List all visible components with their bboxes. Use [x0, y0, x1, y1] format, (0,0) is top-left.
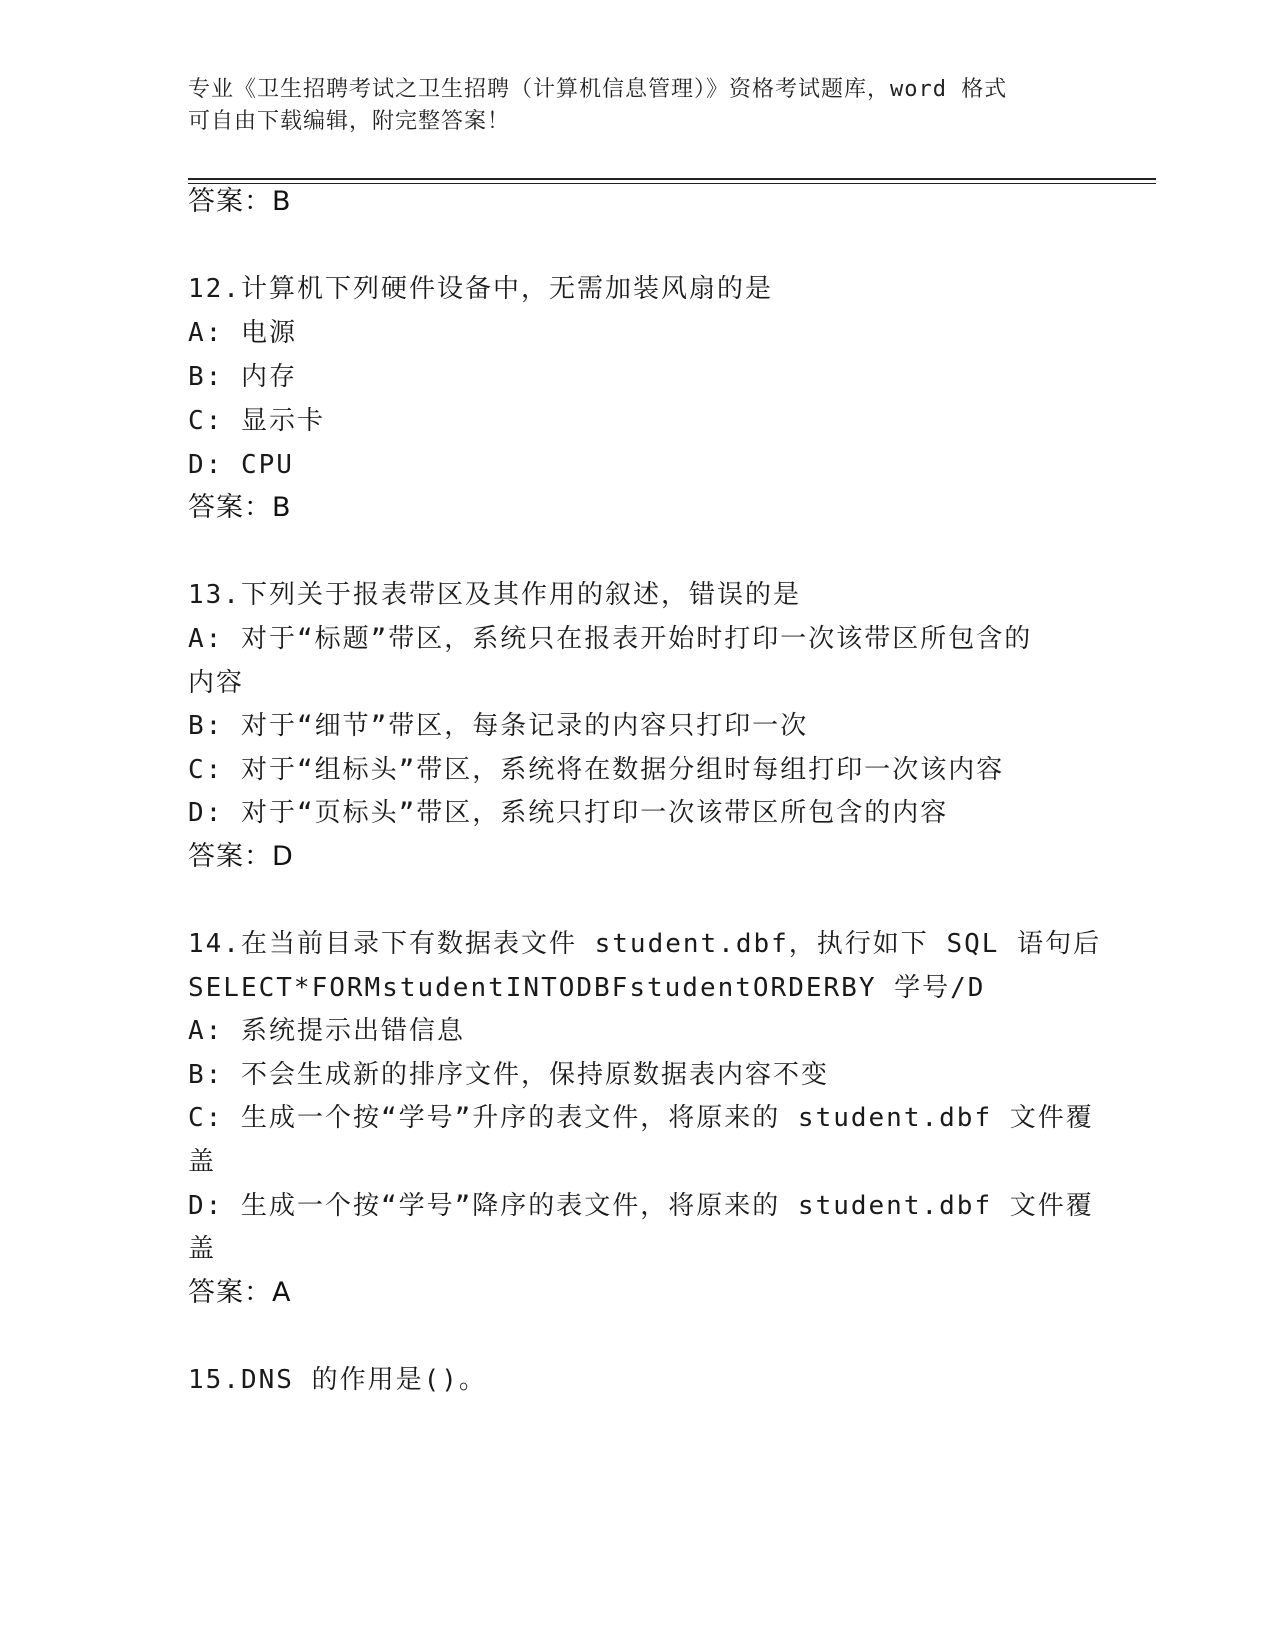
q13-option-d: D: 对于“页标头”带区，系统只打印一次该带区所包含的内容 [188, 798, 949, 828]
q15-question: 15.DNS 的作用是()。 [188, 1365, 487, 1395]
q12-option-b: B: 内存 [188, 362, 297, 392]
q13-option-a-line-2: 内容 [188, 668, 245, 698]
q13-option-c: C: 对于“组标头”带区，系统将在数据分组时每组打印一次该内容 [188, 755, 1005, 785]
q14-option-a: A: 系统提示出错信息 [188, 1016, 465, 1046]
q12-option-c: C: 显示卡 [188, 406, 325, 436]
q14-question-line-1: 14.在当前目录下有数据表文件 student.dbf，执行如下 SQL 语句后 [188, 929, 1102, 959]
header-divider-thin [188, 183, 1156, 184]
page-header [188, 74, 1088, 138]
q12-option-d: D: CPU [188, 450, 294, 480]
q13-option-a-line-1: A: 对于“标题”带区，系统只在报表开始时打印一次该带区所包含的 [188, 624, 1033, 654]
q14-option-c-line-2: 盖 [188, 1147, 217, 1177]
q14-option-d-line-1: D: 生成一个按“学号”降序的表文件，将原来的 student.dbf 文件覆 [188, 1191, 1094, 1221]
header-line-1: 专业《卫生招聘考试之卫生招聘（计算机信息管理）》资格考试题库，word 格式 [188, 77, 1008, 102]
q14-option-c-line-1: C: 生成一个按“学号”升序的表文件，将原来的 student.dbf 文件覆 [188, 1103, 1094, 1133]
header-divider-thick [188, 178, 1156, 180]
q12-option-a: A: 电源 [188, 318, 297, 348]
header-line-2: 可自由下载编辑，附完整答案！ [188, 109, 511, 134]
q12-answer: 答案：B [188, 492, 292, 523]
q14-option-d-line-2: 盖 [188, 1234, 217, 1264]
q13-question: 13.下列关于报表带区及其作用的叙述，错误的是 [188, 580, 801, 610]
prev-answer: 答案：B [188, 186, 292, 217]
q14-option-b: B: 不会生成新的排序文件，保持原数据表内容不变 [188, 1060, 829, 1090]
q13-option-b: B: 对于“细节”带区，每条记录的内容只打印一次 [188, 711, 809, 741]
q14-question-line-2: SELECT*FORMstudentINTODBFstudentORDERBY 学号/D [188, 973, 986, 1003]
q12-question: 12.计算机下列硬件设备中，无需加装风扇的是 [188, 274, 773, 304]
q14-answer: 答案：A [188, 1277, 292, 1308]
q13-answer: 答案：D [188, 841, 294, 872]
